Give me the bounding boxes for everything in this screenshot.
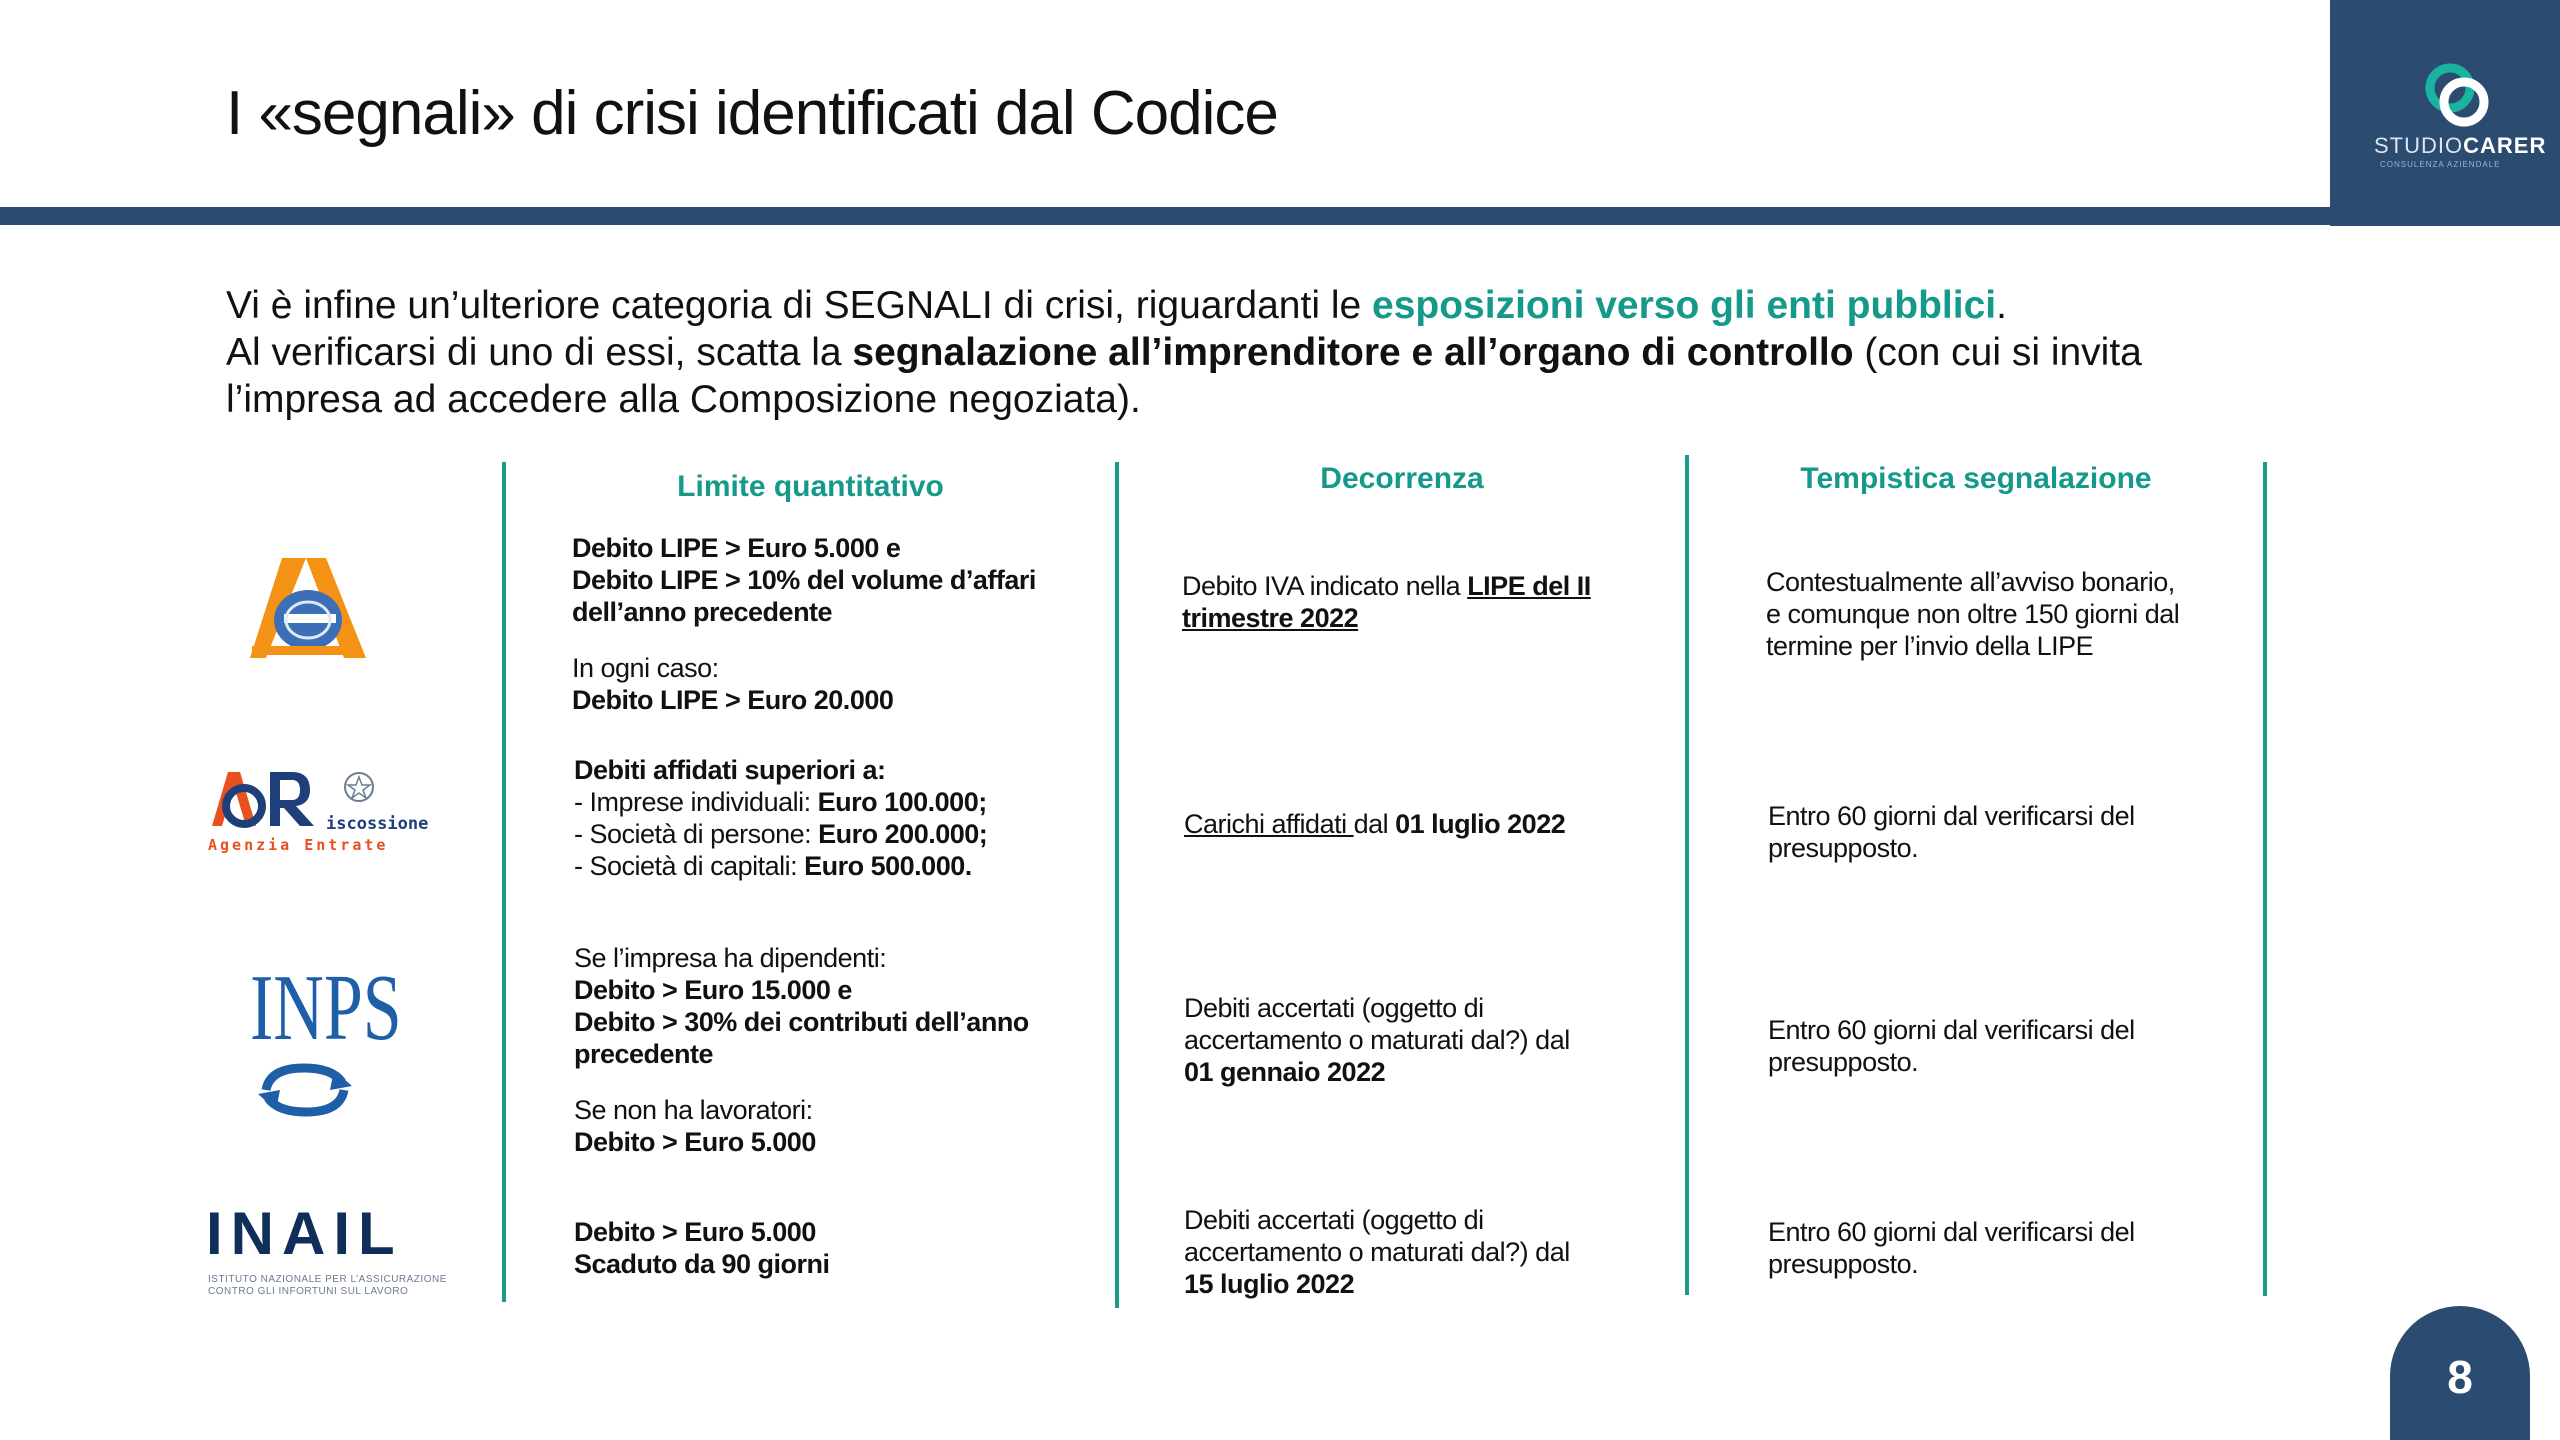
row3-timing: Entro 60 giorni dal verificarsi del presupposto. — [1768, 1015, 2135, 1077]
intro-paragraph — [226, 282, 2306, 423]
highlight-public-entities: esposizioni verso gli enti pubblici — [1372, 284, 1997, 327]
agenzia-riscossione-icon — [206, 764, 336, 834]
intro-line-2: Al verificarsi di uno di essi, scatta la segnalazione all’imprenditore e all’organo di controllo (con cui si invita l’impresa ad accedere alla Composizione negoziata). — [226, 331, 2142, 421]
inail-subtitle-1: ISTITUTO NAZIONALE PER L’ASSICURAZIONE — [208, 1274, 447, 1285]
column-header-limit: Limite quantitativo — [677, 470, 944, 503]
row2-start: Carichi affidati dal 01 luglio 2022 — [1184, 809, 1566, 839]
agenzia-entrate-label: Agenzia Entrate — [208, 836, 389, 854]
inail-wordmark: INAIL — [206, 1200, 403, 1267]
inps-logo — [250, 956, 402, 1118]
italian-republic-emblem-icon — [342, 770, 376, 804]
agenzia-entrate-icon — [244, 550, 378, 668]
column-header-timing: Tempistica segnalazione — [1800, 462, 2152, 495]
row2-timing: Entro 60 giorni dal verificarsi del presupposto. — [1768, 801, 2135, 863]
riscossione-label: iscossione — [326, 814, 429, 834]
inail-subtitle-2: CONTRO GLI INFORTUNI SUL LAVORO — [208, 1286, 409, 1297]
row2-limit: Debiti affidati superiori a: - Imprese individuali: Euro 100.000; - Società di persone: Euro 200.000; - Società di capitali: Euro 500.000. — [574, 755, 988, 881]
inail-logo — [206, 1200, 447, 1297]
column-divider-2 — [1115, 462, 1119, 1308]
column-divider-4 — [2263, 462, 2267, 1296]
row4-limit: Debito > Euro 5.000 Scaduto da 90 giorni — [574, 1217, 830, 1279]
row1-timing: Contestualmente all’avviso bonario, e comunque non oltre 150 giorni dal termine per l’invio della LIPE — [1766, 567, 2180, 661]
studio-carer-logo — [2330, 0, 2560, 226]
inps-wordmark: INPS — [250, 956, 402, 1061]
row1-start: Debito IVA indicato nella LIPE del II trimestre 2022 — [1182, 571, 1591, 633]
column-divider-1 — [502, 462, 506, 1302]
row4-timing: Entro 60 giorni dal verificarsi del presupposto. — [1768, 1217, 2135, 1279]
logo-tagline: CONSULENZA AZIENDALE — [2380, 160, 2501, 169]
slide-title: I «segnali» di crisi identificati dal Codice — [226, 79, 1278, 148]
column-divider-3 — [1685, 455, 1689, 1295]
column-header-start: Decorrenza — [1320, 462, 1484, 495]
highlight-signalling: segnalazione all’imprenditore e all’organo di controllo — [852, 331, 1854, 374]
page-number: 8 — [2447, 1351, 2473, 1403]
row3-start: Debiti accertati (oggetto di accertamento o maturati dal?) dal 01 gennaio 2022 — [1184, 993, 1570, 1087]
agenzia-riscossione-logo — [206, 764, 456, 856]
inps-icon — [254, 1060, 356, 1118]
studio-carer-logo-icon — [2420, 58, 2494, 132]
page-number-badge — [2390, 1306, 2530, 1440]
row4-start: Debiti accertati (oggetto di accertamento o maturati dal?) dal 15 luglio 2022 — [1184, 1205, 1570, 1299]
header-bar — [0, 207, 2330, 225]
intro-line-1: Vi è infine un’ulteriore categoria di SEGNALI di crisi, riguardanti le esposizioni verso gli enti pubblici. — [226, 284, 2007, 327]
logo-wordmark: STUDIOCARER — [2374, 133, 2547, 158]
row3-limit: Se l’impresa ha dipendenti: Debito > Euro 15.000 e Debito > 30% dei contributi dell’anno precedente Se non ha lavoratori: Debito > Euro 5.000 — [574, 943, 1029, 1157]
row1-limit: Debito LIPE > Euro 5.000 e Debito LIPE > 10% del volume d’affari dell’anno precedente In ogni caso: Debito LIPE > Euro 20.000 — [572, 533, 1036, 715]
